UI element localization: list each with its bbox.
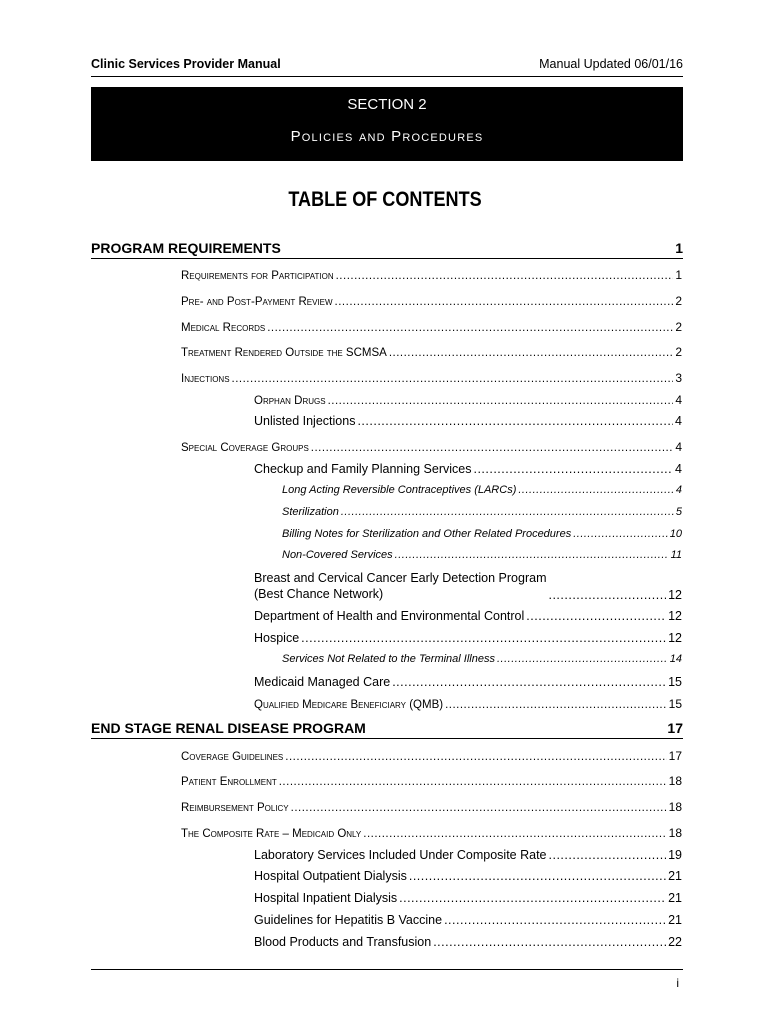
toc-section-page: 17 (667, 720, 683, 736)
toc-entry-label: Requirements for Participation (181, 270, 334, 282)
toc-entry-label: Laboratory Services Included Under Composite Rate (254, 848, 547, 862)
toc-entry-label: Hospital Outpatient Dialysis (254, 869, 407, 883)
dot-leader (336, 270, 674, 282)
toc-entry-page: 4 (675, 484, 682, 496)
toc-entry-label: Patient Enrollment (181, 776, 277, 788)
toc-entry-label: Guidelines for Hepatitis B Vaccine (254, 913, 443, 927)
toc-entry[interactable] (181, 774, 682, 788)
toc-entry[interactable] (181, 294, 682, 308)
dot-leader (444, 913, 666, 927)
toc-entry[interactable] (254, 462, 682, 476)
toc-entry[interactable] (254, 414, 682, 428)
dot-leader (433, 935, 666, 949)
toc-entry-page: 21 (668, 913, 682, 927)
toc-entry-label: Sterilization (282, 506, 339, 518)
toc-entry[interactable] (181, 749, 682, 763)
toc-entry-label: Medical Records (181, 322, 266, 334)
toc-entry-page: 18 (668, 800, 682, 814)
toc-entry[interactable] (254, 697, 682, 711)
toc-entry-label: Hospice (254, 631, 300, 645)
toc-entry-page: 15 (668, 675, 682, 689)
toc-section-title: PROGRAM REQUIREMENTS (91, 240, 281, 256)
dot-leader (549, 848, 667, 862)
toc-entry-label-line1: Breast and Cervical Cancer Early Detection Program (254, 571, 547, 585)
dot-leader (301, 631, 666, 645)
toc-entry[interactable] (254, 570, 682, 602)
dot-leader (341, 506, 674, 518)
dot-leader (232, 373, 674, 385)
toc-entry-page: 2 (675, 294, 682, 308)
dot-leader (497, 653, 668, 665)
toc-entry[interactable] (254, 631, 682, 645)
toc-entry-page: 1 (675, 268, 682, 282)
toc-entry-label: Reimbursement Policy (181, 802, 289, 814)
section-number: SECTION 2 (347, 96, 427, 113)
toc-entry[interactable] (282, 653, 682, 665)
toc-entry-page: 22 (668, 935, 682, 949)
toc-entry-page: 2 (675, 320, 682, 334)
toc-entry-label: Unlisted Injections (254, 414, 356, 428)
toc-entry-page: 12 (668, 609, 682, 623)
toc-entry-label: The Composite Rate – Medicaid Only (181, 828, 362, 840)
toc-entry-page: 4 (675, 440, 682, 454)
toc-entry[interactable] (181, 268, 682, 282)
dot-leader (392, 675, 666, 689)
toc-entry-page: 19 (668, 848, 682, 862)
toc-entry-label: Medicaid Managed Care (254, 675, 391, 689)
toc-entry-page: 14 (669, 653, 682, 665)
toc-entry-page: 18 (668, 826, 682, 840)
toc-entry-label: Department of Health and Environmental Control (254, 609, 525, 623)
toc-entry[interactable] (254, 609, 682, 623)
dot-leader (548, 588, 666, 602)
toc-entry[interactable] (282, 549, 682, 561)
toc-entry[interactable] (282, 506, 682, 518)
toc-entry-label: Non-Covered Services (282, 549, 393, 561)
manual-title: Clinic Services Provider Manual (91, 57, 281, 71)
toc-section-title: END STAGE RENAL DISEASE PROGRAM (91, 720, 366, 736)
toc-entry-label: Checkup and Family Planning Services (254, 462, 472, 476)
dot-leader (389, 347, 674, 359)
toc-entry-page: 4 (675, 414, 682, 428)
toc-entry-page: 17 (668, 749, 682, 763)
dot-leader (473, 462, 673, 476)
toc-entry-label: Treatment Rendered Outside the SCMSA (181, 347, 387, 359)
dot-leader (573, 528, 668, 540)
running-header (91, 52, 683, 77)
toc-entry-page: 12 (668, 631, 682, 645)
section-banner (91, 87, 683, 161)
toc-entry-page: 12 (668, 588, 682, 602)
toc-entry-label: Long Acting Reversible Contraceptives (LARCs) (282, 484, 517, 496)
toc-entry[interactable] (282, 528, 682, 540)
dot-leader (445, 699, 667, 711)
dot-leader (335, 296, 674, 308)
toc-entry[interactable] (254, 935, 682, 949)
toc-entry-page: 3 (675, 371, 682, 385)
toc-entry[interactable] (254, 869, 682, 883)
toc-entry-label: Coverage Guidelines (181, 751, 284, 763)
toc-entry[interactable] (181, 826, 682, 840)
toc-entry-label: Hospital Inpatient Dialysis (254, 891, 398, 905)
dot-leader (357, 414, 673, 428)
toc-entry[interactable] (282, 484, 682, 496)
dot-leader (526, 609, 666, 623)
dot-leader (311, 442, 674, 454)
toc-entry[interactable] (254, 891, 682, 905)
toc-entry-label: Blood Products and Transfusion (254, 935, 432, 949)
toc-entry[interactable] (254, 913, 682, 927)
toc-section-end-stage-renal-disease[interactable] (91, 720, 683, 739)
dot-leader (328, 395, 674, 407)
toc-entry-label-line2: (Best Chance Network) (254, 587, 384, 601)
toc-entry[interactable] (181, 440, 682, 454)
dot-leader (291, 802, 667, 814)
toc-entry-page: 4 (675, 462, 682, 476)
page-footer (91, 969, 683, 990)
toc-entry[interactable] (254, 675, 682, 689)
toc-entry-label: Billing Notes for Sterilization and Other Related Procedures (282, 528, 572, 540)
dot-leader (409, 869, 666, 883)
dot-leader (267, 322, 673, 334)
manual-updated-date: Manual Updated 06/01/16 (539, 57, 683, 71)
toc-entry[interactable] (181, 345, 682, 359)
section-title: Policies and Procedures (290, 128, 484, 145)
toc-entry-page: 18 (668, 774, 682, 788)
toc-entry-label: Special Coverage Groups (181, 442, 309, 454)
toc-entry-label: Pre- and Post-Payment Review (181, 296, 333, 308)
toc-entry-label: Orphan Drugs (254, 395, 326, 407)
toc-entry-page: 10 (669, 528, 682, 540)
toc-entry[interactable] (254, 848, 682, 862)
toc-entry-page: 21 (668, 891, 682, 905)
dot-leader (285, 751, 666, 763)
dot-leader (363, 828, 666, 840)
toc-entry-page: 2 (675, 345, 682, 359)
dot-leader (518, 484, 674, 496)
toc-entry-label (254, 570, 546, 602)
toc-entry-page: 5 (675, 506, 682, 518)
toc-entry[interactable] (181, 800, 682, 814)
dot-leader (399, 891, 666, 905)
toc-section-page: 1 (675, 240, 683, 256)
toc-entry[interactable] (181, 371, 682, 385)
toc-entry-page: 4 (675, 393, 682, 407)
toc-entry[interactable] (254, 393, 682, 407)
toc-entry-page: 11 (670, 549, 682, 561)
toc-entry-label: Qualified Medicare Beneficiary (QMB) (254, 699, 444, 711)
toc-entry-page: 15 (668, 697, 682, 711)
page-number: i (676, 976, 679, 990)
toc-entry-label: Injections (181, 373, 230, 385)
dot-leader (395, 549, 669, 561)
toc-section-program-requirements[interactable] (91, 240, 683, 259)
toc-entry[interactable] (181, 320, 682, 334)
toc-entry-page: 21 (668, 869, 682, 883)
toc-title: TABLE OF CONTENTS (288, 188, 482, 211)
toc-entry-label: Services Not Related to the Terminal Illness (282, 653, 495, 665)
dot-leader (279, 776, 667, 788)
